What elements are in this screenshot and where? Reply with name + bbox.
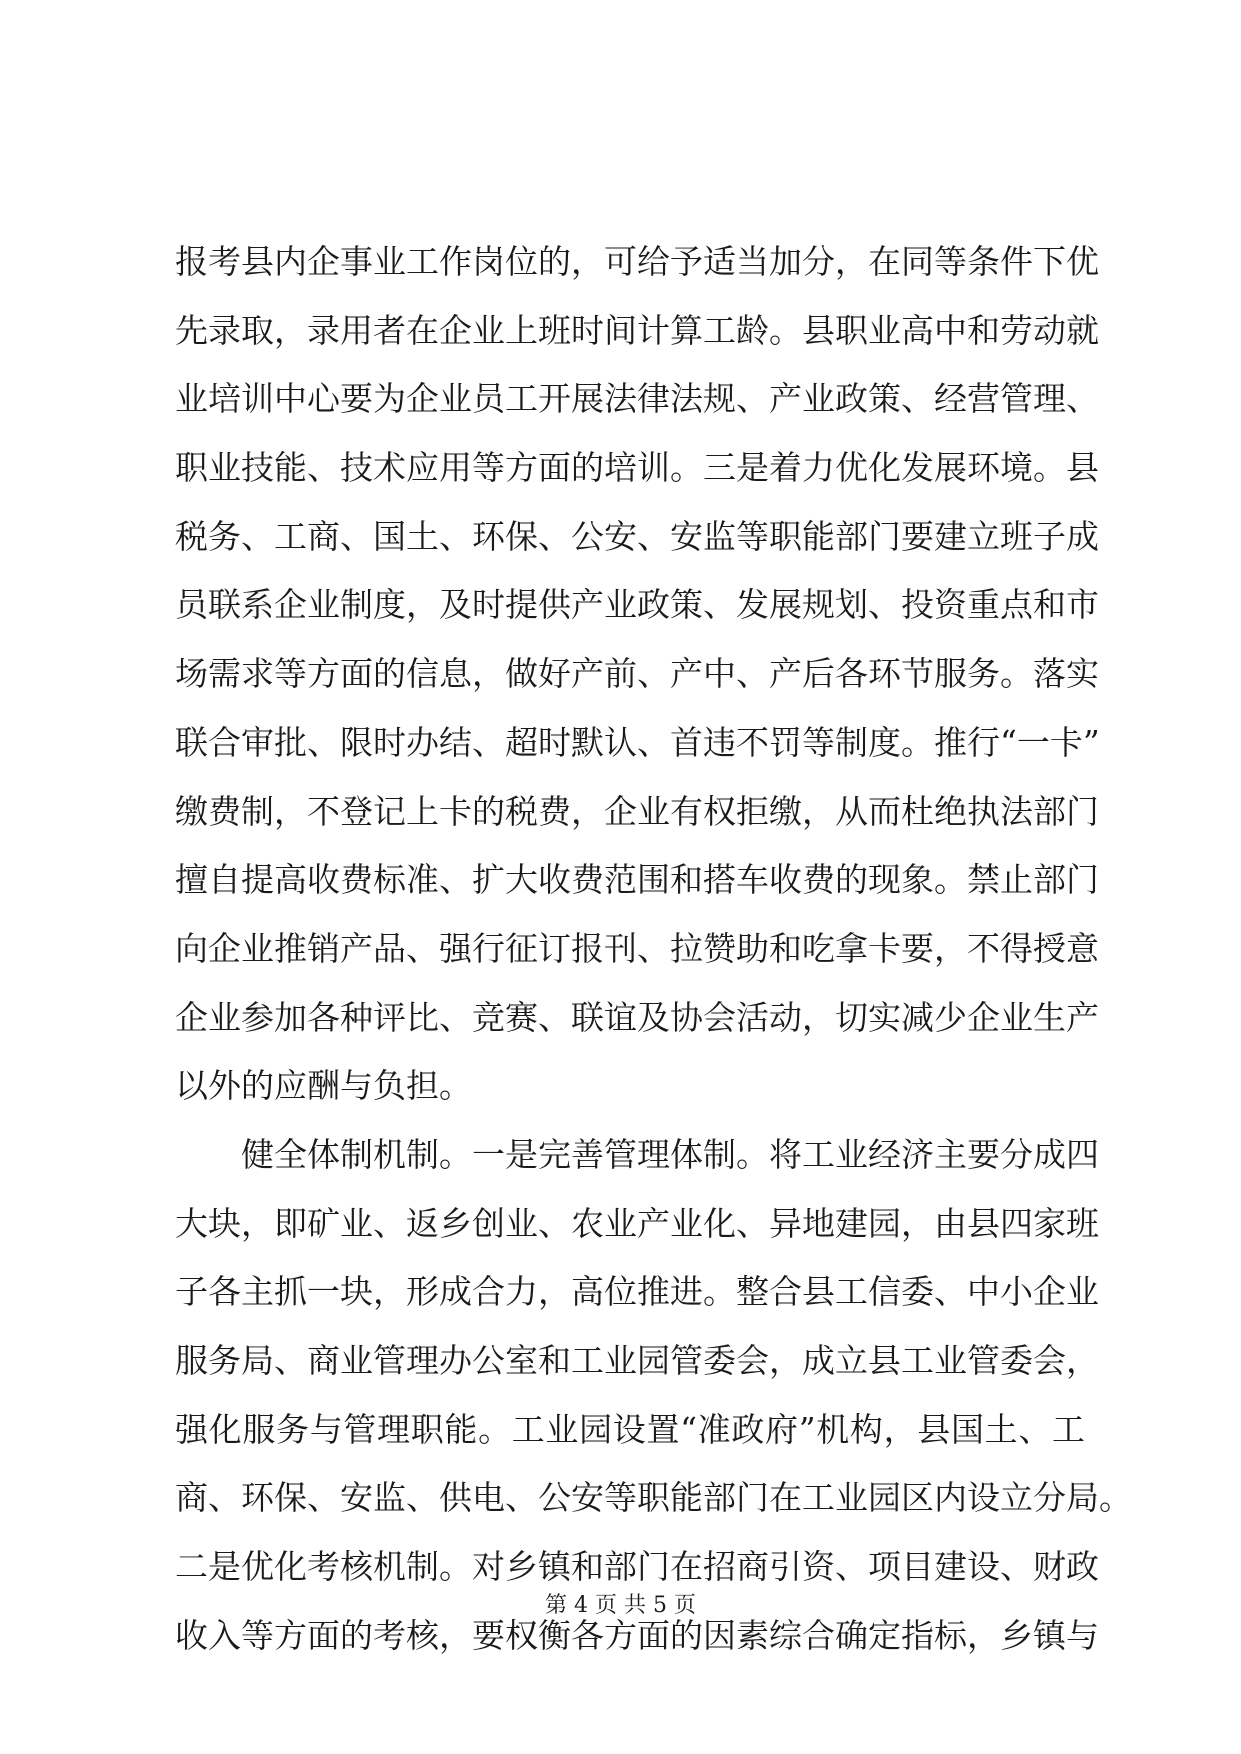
text-line: 子各主抓一块，形成合力，高位推进。整合县工信委、中小企业 — [175, 1272, 1099, 1312]
text-line: 商、环保、安监、供电、公安等职能部门在工业园区内设立分局。 — [175, 1478, 1132, 1518]
body-text — [175, 228, 1132, 1670]
text-line: 职业技能、技术应用等方面的培训。三是着力优化发展环境。县 — [175, 448, 1099, 488]
text-line: 向企业推销产品、强行征订报刊、拉赞助和吃拿卡要，不得授意 — [175, 928, 1099, 968]
text-line: 二是优化考核机制。对乡镇和部门在招商引资、项目建设、财政 — [175, 1547, 1099, 1587]
text-line: 以外的应酬与负担。 — [175, 1066, 472, 1106]
text-line: 服务局、商业管理办公室和工业园管委会，成立县工业管委会， — [175, 1341, 1099, 1380]
page-number-footer: 第 4 页 共 5 页 — [545, 1593, 696, 1618]
text-line: 先录取，录用者在企业上班时间计算工龄。县职业高中和劳动就 — [175, 310, 1099, 350]
text-line: 企业参加各种评比、竞赛、联谊及协会活动，切实减少企业生产 — [175, 997, 1099, 1037]
paragraph-start-line: 健全体制机制。一是完善管理体制。将工业经济主要分成四 — [241, 1134, 1099, 1174]
text-line: 擅自提高收费标准、扩大收费范围和搭车收费的现象。禁止部门 — [175, 860, 1099, 900]
text-line: 税务、工商、国土、环保、公安、安监等职能部门要建立班子成 — [175, 516, 1099, 556]
text-line: 业培训中心要为企业员工开展法律法规、产业政策、经营管理、 — [175, 379, 1099, 419]
text-line: 强化服务与管理职能。工业园设置“准政府”机构，县国土、工 — [175, 1409, 1085, 1449]
text-line: 缴费制，不登记上卡的税费，企业有权拒缴，从而杜绝执法部门 — [175, 791, 1099, 831]
text-line: 报考县内企事业工作岗位的，可给予适当加分，在同等条件下优 — [175, 242, 1099, 281]
text-line: 大块，即矿业、返乡创业、农业产业化、异地建园，由县四家班 — [175, 1203, 1099, 1243]
text-line: 场需求等方面的信息，做好产前、产中、产后各环节服务。落实 — [175, 654, 1099, 694]
text-line: 联合审批、限时办结、超时默认、首违不罚等制度。推行“一卡” — [175, 722, 1100, 762]
text-line: 员联系企业制度，及时提供产业政策、发展规划、投资重点和市 — [175, 585, 1099, 625]
text-line: 收入等方面的考核，要权衡各方面的因素综合确定指标，乡镇与 — [175, 1615, 1099, 1655]
